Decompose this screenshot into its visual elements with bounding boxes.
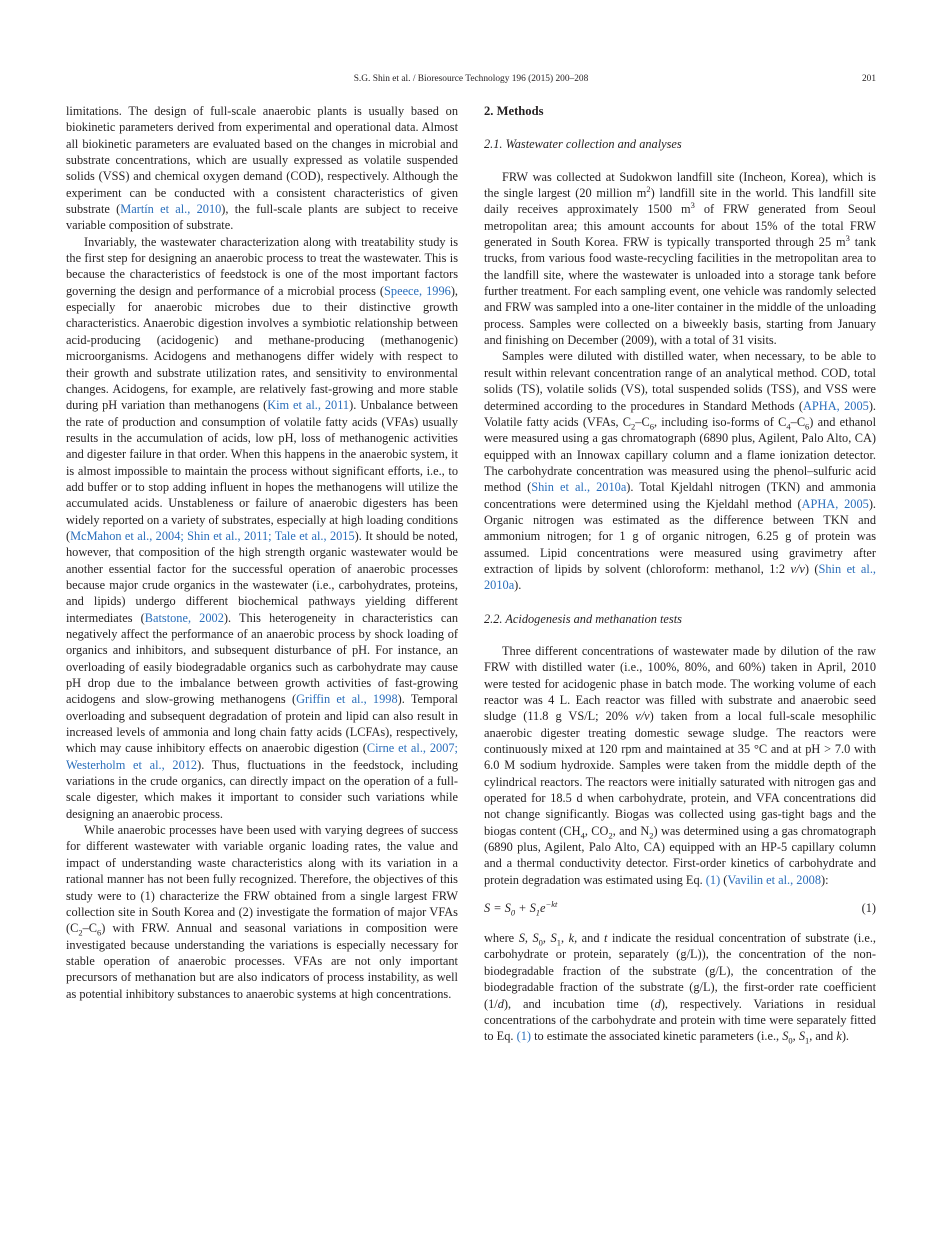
citation-link[interactable]: Batstone, 2002 xyxy=(144,610,224,625)
citation-link[interactable]: Kim et al., 2011 xyxy=(267,398,350,413)
paragraph: Invariably, the wastewater characterization along with treatability study is the first step for designing an anaerobic process to treat the wastewater. This is because the characteristics of feedstock is one of the most important factors governing the design and performance of a microbial process (Speece, 1996), especially for anaerobic microbes due to their distinctive growth characteristics. Anaerobic digestion involves a symbiotic relationship between acid-producing (acidogenic) and methane-producing (methanogenic) microorganisms. Acidogens and methanogens differ widely with respect to their growth and substrate utilization rates, and sensitivity to environmental changes. Acidogens, for example, are relatively fast-growing and more stable during pH variation than methanogens (Kim et al., 2011). Unbalance between the rate of production and consumption of volatile fatty acids (VFAs) usually results in the accumulation of acids, low pH, loss of methanogenic activities and digester failure in that order. When this happens in the anaerobic system, it is almost impossible to maintain the process without significant efforts, i.e., to add buffer or to stop adding influent in hopes the methanogens will utilize the accumulated acids. Unstableness or failure of anaerobic digesters has been widely reported on a variety of substrates, especially at high loading conditions (McMahon et al., 2004; Shin et al., 2011; Tale et al., 2015). It should be noted, however, that composition of the high strength organic wastewater would be another essential factor for the successful operation of anaerobic processes because major crude organics in the wastewater (i.e., carbohydrates, proteins, and lipids) undergo different biochemical pathways yielding different intermediates (Batstone, 2002). This heterogeneity in characteristics can negatively affect the performance of an anaerobic process by shock loading of organics and inhibitors, and subsequent disturbance of pH. For instance, an overloading of easily biodegradable organics such as carbohydrate may cause pH drop due to the imbalance between growth activities of fast-growing acidogens and slow-growing methanogens (Griffin et al., 1998). Temporal overloading and subsequent degradation of protein and lipid can also result in increased levels of ammonia and long chain fatty acids (LCFAs), respectively, which may cause inhibitory effects on anaerobic digestion (Cirne et al., 2007; Westerholm et al., 2012). Thus, fluctuations in the feedstock, including variations in the crude organics, can directly impact on the operation of a full-scale digester, which makes it important to consider such variations while designing an anaerobic process. xyxy=(66,234,459,821)
paragraph: Three different concentrations of wastewater made by dilution of the raw FRW with distilled water (i.e., 100%, 80%, and 60%) taken in April, 2010 were tested for acidogenic phase in batch mode. The working volume of each reactor was 4 L. Each reactor was filled with substrate and anaerobic seed sludge (11.8 g VS/L; 20% v/v) taken from a local full-scale mesophilic anaerobic digester treating domestic sewage sludge. The reactors were continuously mixed at 120 rpm and maintained at 35 °C and at pH > 7.0 with 6.0 M sodium hydroxide. Samples were taken from the middle depth of the cylindrical reactors. The reactors were initially saturated with nitrogen gas and operated for 18.5 d when carbohydrate, protein, and VFA concentrations did not change significantly. Biogas was collected using gas-tight bags and the biogas content ($CH_4$, $CO_2$, and $N_2$) was determined using a gas chromatograph (6890 plus, Agilent, Palo Alto, CA) equipped with an HP-5 capillary column and a thermal conductivity detector. First-order kinetics of carbohydrate and protein degradation was estimated using Eq. (1) (Vavilin et al., 2008): xyxy=(484,643,876,887)
journal-citation: S.G. Shin et al. / Bioresource Technology 196 (2015) 200–208 xyxy=(353,74,589,84)
equation-link[interactable]: (1) xyxy=(705,872,721,887)
page-number: 201 xyxy=(861,74,876,84)
subsection-title: 2.1. Wastewater collection and analyses xyxy=(484,137,682,152)
citation-link[interactable]: Speece, 1996 xyxy=(384,283,451,298)
equation xyxy=(484,900,876,918)
citation-link[interactable]: Shin et al., 2010a xyxy=(484,561,877,593)
citation-link[interactable]: Shin et al., 2010a xyxy=(531,480,627,495)
subsection-title: 2.2. Acidogenesis and methanation tests xyxy=(484,611,682,626)
left-column xyxy=(66,103,458,1002)
paragraph: Samples were diluted with distilled water, when necessary, to be able to result within relevant concentration range of an analytical method. COD, total solids (TS), volatile solids (VS), total suspended solids (TSS), and VSS were determined according to the procedures in Standard Methods (APHA, 2005). Volatile fatty acids (VFAs, $C_2-C_6$, including iso-forms of $C_4-C_6$) and ethanol were measured using a gas chromatograph (6890 plus, Agilent, Palo Alto, CA) equipped with an Innowax capillary column and a flame ionization detector. The carbohydrate concentration was measured using the phenol–sulfuric acid method (Shin et al., 2010a). Total Kjeldahl nitrogen (TKN) and ammonia concentrations were determined using the Kjeldahl method (APHA, 2005). Organic nitrogen was estimated as the difference between TKN and ammonium nitrogen; for 1 g of organic nitrogen, 6.25 g of protein was assumed. Lipid concentrations were measured using gravimetry after extraction of lipids by solvent (chloroform: methanol, 1:2 v/v) (Shin et al., 2010a). xyxy=(484,349,877,593)
citation-link[interactable]: Vavilin et al., 2008 xyxy=(727,872,821,887)
citation-link[interactable]: Cirne et al., 2007; Westerholm et al., 2012 xyxy=(66,741,458,772)
section-title: 2. Methods xyxy=(484,104,544,118)
citation-link[interactable]: APHA, 2005 xyxy=(803,398,869,413)
citation-link[interactable]: APHA, 2005 xyxy=(801,496,869,511)
citation-link[interactable]: McMahon et al., 2004; Shin et al., 2011; Tale et al., 2015 xyxy=(70,528,355,543)
citation-link[interactable]: Martín et al., 2010 xyxy=(120,202,222,217)
paragraph: While anaerobic processes have been used with varying degrees of success for different wastewater with variable organic loading rates, the value and impact of understanding waste characteristics along with its variation in a rational manner has not been fully recognized. Therefore, the objectives of this study were to (1) characterize the FRW obtained from a single largest FRW collection site in South Korea and (2) investigate the formation of major VFAs $(C_2-C_6)$ with FRW. Annual and seasonal variations in composition were investigated because understanding the variations is especially necessary for stable operation of anaerobic processes. VFAs are not only important precursors of methanation but are also indicators of process instability, as well as potential inhibitory substances to anaerobic systems at high concentrations. xyxy=(66,823,458,1001)
equation-expression: $S = S_0 + S_1e^{-kt}$ xyxy=(484,899,558,918)
paragraph: limitations. The design of full-scale anaerobic plants is usually based on biokinetic parameters derived from experimental and operational data. Almost all biokinetic parameters are evaluated based on the changes in microbial and substrate concentrations, which are usually expressed as volatile suspended solids (VSS) and chemical oxygen demand (COD), respectively. Although the experiment can be conducted with a consistent characteristics of given substrate (Martín et al., 2010), the full-scale plants are subject to receive variable composition of substrate. xyxy=(66,104,459,233)
paragraph: where S, $S_0$, $S_1$, k, and t indicate the residual concentration of substrate (i.e., carbohydrate or protein, separately (g/L)), the concentration of the non-biodegradable fraction of the substrate (g/L), the concentration of the biodegradable fraction of the substrate (g/L), the first-order rate coefficient (1/d), and incubation time (d), respectively. Variations in residual concentrations of the carbohydrate and protein with time were separately fitted to Eq. (1) to estimate the associated kinetic parameters (i.e., $S_0$, $S_1$, and k). xyxy=(484,931,877,1046)
right-column xyxy=(484,103,876,1045)
equation-link[interactable]: (1) xyxy=(516,1029,531,1044)
equation-number: (1) xyxy=(861,901,876,916)
running-header xyxy=(66,74,876,90)
citation-link[interactable]: Griffin et al., 1998 xyxy=(296,692,398,707)
paragraph: FRW was collected at Sudokwon landfill site (Incheon, Korea), which is the single largest (20 million $m^2$) landfill site in the world. This landfill site daily receives approximately 1500 $m^3$ of FRW generated from Seoul metropolitan area; this amount accounts for about 15% of the total FRW generated in South Korea. FRW is typically transported through 25 $m^3$ tank trucks, from various food waste-recycling facilities in the metropolitan area to the landfill site, where the wastewater is unloaded into a storage tank before further treatment. For each sampling event, one vehicle was randomly selected and FRW was sampled into a one-liter container in the middle of the unloading process. Samples were collected on a biweekly basis, starting from January and finishing on December (2009), with a total of 31 visits. xyxy=(484,169,877,348)
